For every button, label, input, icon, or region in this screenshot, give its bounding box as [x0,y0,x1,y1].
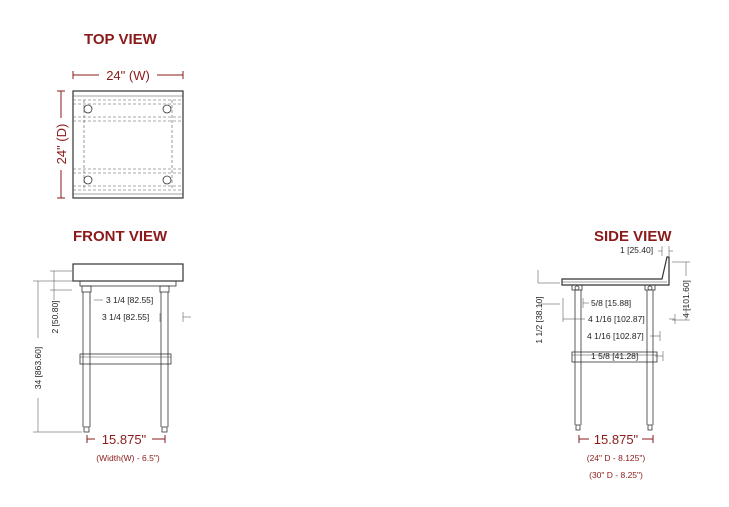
side-dim-1-label: 5/8 [15.88] [591,298,632,308]
bolt-circle [648,286,652,290]
side-dim-top-thickness [620,245,673,256]
front-view [33,228,191,463]
side-dim-splash-height [672,262,691,320]
side-dim-3-label: 4 1/16 [102.87] [587,331,644,341]
front-view-title: FRONT VIEW [73,228,168,245]
side-dim-splash-height-label: 4 [101.60] [681,280,691,318]
leg-circle [84,105,92,113]
top-view [54,31,183,198]
top-depth-label: 24" (D) [54,123,69,165]
front-note: (Width(W) - 6.5") [96,453,160,463]
side-note-1: (24" D - 8.125") [586,453,646,463]
top-view-title: TOP VIEW [84,31,157,48]
leg-circle [163,105,171,113]
top-depth-dimension [54,91,69,198]
side-dim-leg-span [579,432,653,480]
side-dim-2-label: 4 1/16 [102.87] [588,314,645,324]
side-dim-edge-label: 1 1/2 [38.10] [534,296,544,344]
side-view [534,228,691,480]
top-width-dimension [73,68,183,83]
front-dim-leg-offset-2-label: 3 1/4 [82.55] [102,312,150,322]
front-dim-leg-offset [90,295,191,322]
front-dim-height-label: 34 [863.60] [33,346,43,390]
front-dim-leg-offset-1-label: 3 1/4 [82.55] [106,295,154,305]
front-dim-backsplash [50,271,72,334]
top-view-table [73,91,183,198]
side-dim-top-thickness-label: 1 [25.40] [620,245,654,255]
top-width-label: 24" (W) [106,68,150,83]
leg-circle [163,176,171,184]
front-dim-leg-span [87,432,165,463]
bolt-circle [575,286,579,290]
front-table-top [73,264,183,292]
side-dim-edge [534,270,560,344]
front-undershelf [80,354,171,364]
leg-circle [84,176,92,184]
side-dim-stack [563,298,675,361]
side-dim-leg-span-label: 15.875" [593,432,639,447]
front-dim-backsplash-label: 2 [50.80] [50,300,60,334]
side-table-top [562,257,669,290]
front-dim-leg-span-label: 15.875" [101,432,147,447]
side-view-title: SIDE VIEW [594,228,672,245]
side-dim-4-label: 1 5/8 [41.28] [591,351,639,361]
side-note-2: (30" D - 8.25") [589,470,643,480]
